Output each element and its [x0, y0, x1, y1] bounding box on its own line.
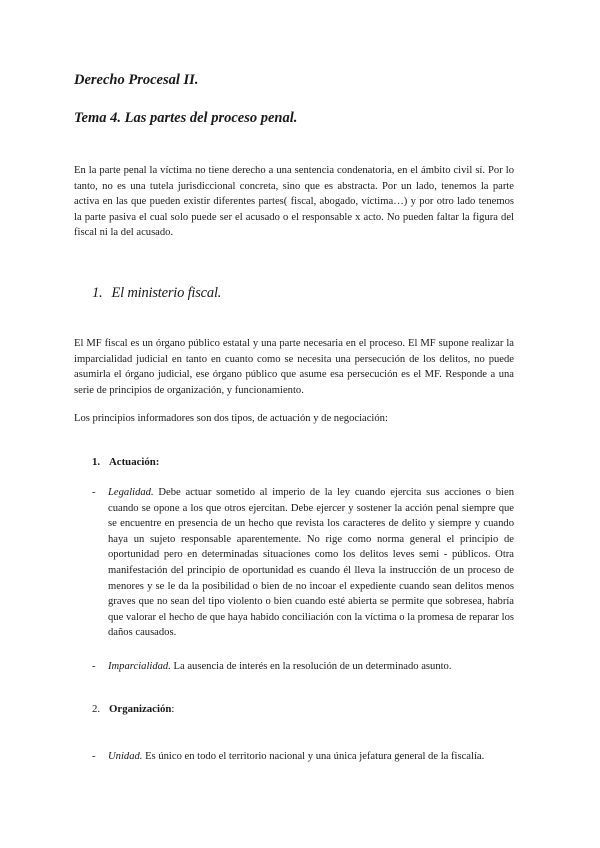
subheading-label: Actuación: — [109, 456, 160, 468]
list-dash: - — [92, 487, 96, 498]
section-title: El ministerio fiscal. — [111, 285, 222, 301]
list-text: Debe actuar sometido al imperio de la ley cuando ejercita sus acciones o bien cuando se opone a los que otros ejercitan. Debe ejercer y sostener la acción penal siempre que se encuentre en presencia de un hecho que revista los caracteres de delito y siempre y cuando haya un sujeto responsable aparentemente. No rige como norma general el principio de oportunidad pero en determinadas situaciones como los delitos leves semi - públicos. Otra manifestación del principio de oportunidad es cuando él lleva la instrucción de un proceso de menores y se le da la posibilidad o bien de no incoar el expediente cuando sean delitos menos graves que no sean del tipo violento o bien cuando esté abierta se permite que sobresea, habría que valorar el hecho de que haya habido conciliación con la víctima o la promesa de reparar los daños causados. — [108, 487, 514, 639]
subheading-organizacion — [92, 703, 174, 715]
principles-intro: Los principios informadores son dos tipos, de actuación y de negociación: — [74, 413, 388, 424]
list-dash: - — [92, 661, 96, 672]
ministerio-fiscal-paragraph: El MF fiscal es un órgano público estatal y una parte necesaria en el proceso. El MF supone realizar la imparcialidad judicial en tanto en cuanto como se necesita una persecución de los delitos, no puede asumirla el órgano judicial, ese órgano público que asume esa persecución es el MF. Responde a una serie de principios de organización, y funcionamiento. — [74, 338, 514, 396]
subheading-suffix: : — [171, 703, 175, 715]
subheading-label: Organización — [109, 703, 172, 715]
list-item-legalidad — [92, 485, 514, 641]
subheading-number: 2. — [92, 703, 101, 715]
subheading-number: 1. — [92, 456, 101, 468]
subheading-actuacion — [92, 456, 159, 468]
list-text: La ausencia de interés en la resolución de un determinado asunto. — [170, 661, 452, 672]
intro-paragraph: En la parte penal la víctima no tiene derecho a una sentencia condenatoria, en el ámbito civil sí. Por lo tanto, no es una tutela jurisdiccional concreta, sino que es abstracta. Por un lado, tenemos la parte activa en las que pueden existir diferentes partes( fiscal, abogado, víctima…) y por otro lado tenemos la parte pasiva el cual solo puede ser el acusado o el responsable x acto. No pueden faltar la figura del fiscal ni la del acusado. — [74, 165, 514, 239]
list-text: Es único en todo el territorio nacional y una única jefatura general de la fiscalía. — [142, 751, 485, 762]
list-item-imparcialidad — [92, 659, 514, 675]
list-term: Legalidad. — [108, 487, 154, 498]
topic-title: Tema 4. Las partes del proceso penal. — [74, 110, 298, 126]
list-term: Unidad. — [108, 751, 143, 762]
course-title: Derecho Procesal II. — [74, 72, 199, 88]
list-dash: - — [92, 751, 96, 762]
list-term: Imparcialidad. — [108, 661, 171, 672]
section-heading-ministerio-fiscal — [92, 285, 221, 302]
section-number: 1. — [92, 285, 103, 301]
list-item-unidad — [92, 749, 514, 765]
